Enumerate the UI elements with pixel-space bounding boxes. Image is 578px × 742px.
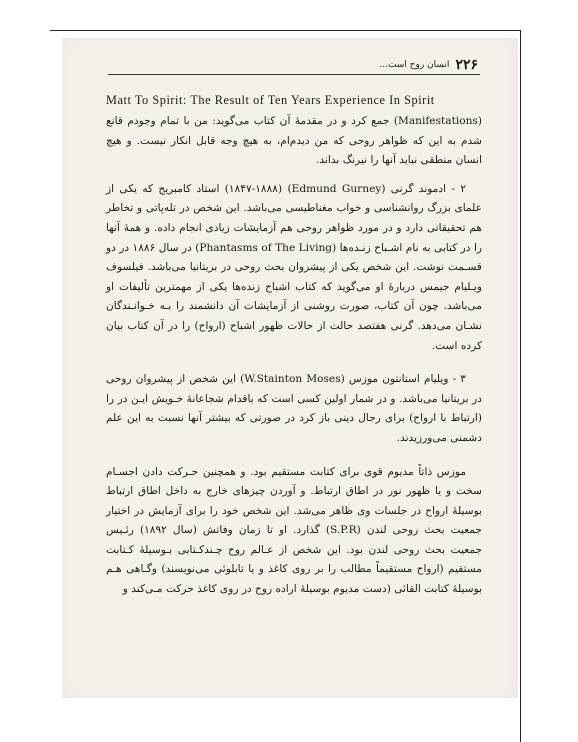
paragraph-continuation: (Manifestations) جمع کرد و در مقدمهٔ آن کتاب می‌گوید: من با تمام وجودم قانع شدم به این که ظواهر روحی که من دیدم‌ام، به هیچ وجه قابل انکار نیست. و هیچ انسان منطقی نباید آنها را نیرنگ بداند. (106, 115, 482, 167)
header-rule (108, 74, 480, 75)
paragraph-gurney: ۲ - ادموند گرنی (Edmund Gurney) (۱۸۴۷-۱۸۸۸) استاد کامبریج که یکی از علمای بزرگ روانشناسی و خواب مغناطیسی می‌باشد. این شخص در تله‌پاتی و تخاطر هم تحقیقاتی دارد و در مورد ظواهر روحی هم آزمایشات زیادی انجام داده. و همهٔ آنها را در کتابی به نام اشـباح زنـده‌ها (Phantasms of The Living) در سال ۱۸۸۶ در دو قسـمت نوشت. این شخص یکی از پیشروان بحث روحی در بریتانیا می‌باشد. فیلسوف ویـلیام جیمس دربارهٔ او می‌گوید که کتاب اشباح زنده‌ها یکی از مهمترین تألیفات او می‌باشد. چون آن کتاب، صورت روشنی از آزمایشات آن دانشمند را بـه خـوانـندگان نشـان می‌دهد. گرنی هفتصد حالت از حالات ظهور اشباح (ارواح) را در آن کتاب بیان کرده است. (106, 182, 483, 352)
page-number: ۲۲۶ (455, 57, 478, 73)
running-header-title: انسان روح است... (379, 60, 450, 70)
body-text (106, 112, 482, 600)
paragraph-moses: ۳ - ویلیام استانتون موزس (W.Stainton Moses) این شخص از پیشروان روحی در بریتانیا می‌باشد. و در شمار اولین کسی است که باقدام شجاعانهٔ خـویش ایـن در را (ارتباط با ارواح) برای رجال دینی باز کرد در صورتی که بیشتر آنها نسبت به این علم دشمنی می‌ورزیدند. (106, 373, 482, 444)
running-header (108, 56, 478, 74)
scan-right-border (520, 30, 521, 742)
scan-top-border (50, 30, 520, 31)
book-title-latin: Matt To Spirit: The Result of Ten Years Experience In Spirit (106, 93, 435, 107)
paragraph-moses-medium: موزس ذاتاً مدیوم قوی برای کتابت مستقیم بود. و همچنین حـرکت دادن اجسـام سخت و یا ظهور نور در اطاق ارتباط. و آوردن چیزهای خارج به داخل اطاق ارتباط بوسیلهٔ ارواح در جلسات وی ظاهر می‌شد. این شخص خود را برای آزمایش در اختیار جمعیت بحث روحی لندن (S.P.R) گذارد. او تا زمان وفاتش (سال ۱۸۹۲) رئـیس جمعیت بحث روحی لندن بود. این شخص از عـالم روح چـندکـتابی بـوسیلهٔ کـتابت مستقیم (ارواح مستقیماً مطالب را بر روی کاغذ و یا تابلوئی می‌نویسند) وگـاهی هـم بوسیلهٔ کتابت القائی (دست مدیوم بوسیلهٔ اراده روح در روی کاغذ حرکت مـی‌کند و (106, 465, 482, 596)
